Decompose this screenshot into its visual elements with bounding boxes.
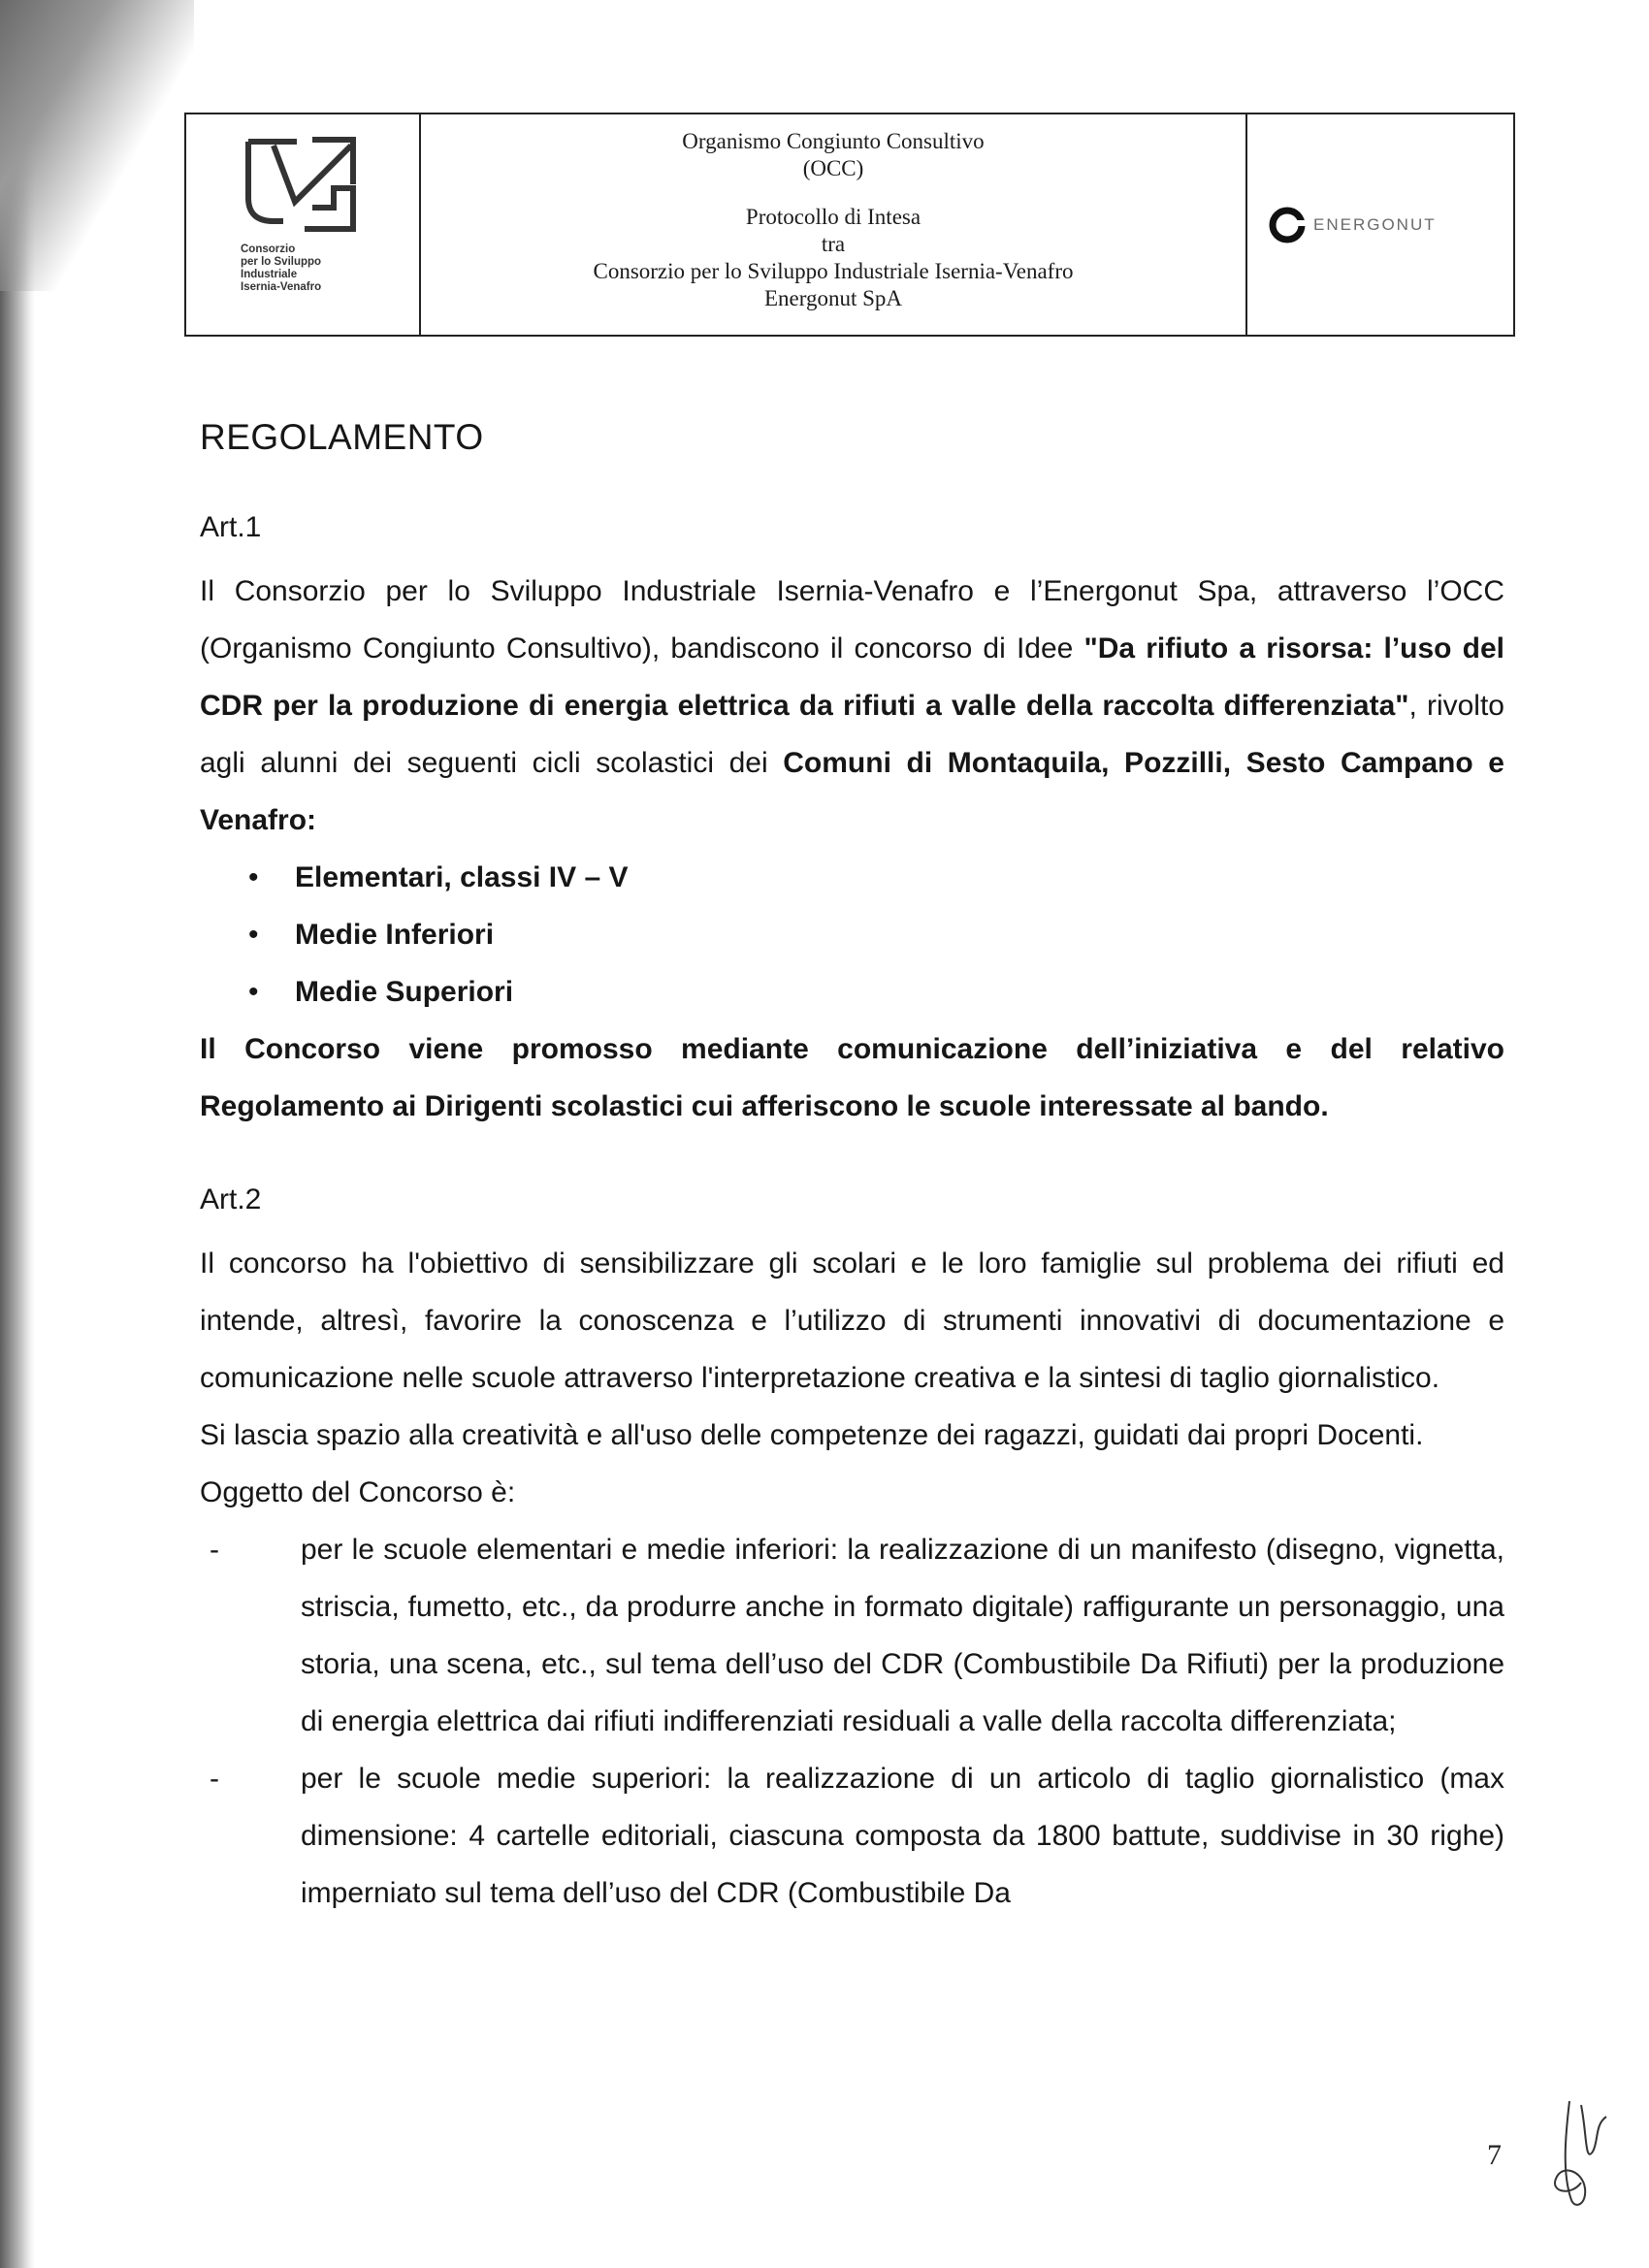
energonut-logo-icon [1267, 205, 1308, 245]
article-1-paragraph [200, 563, 1504, 849]
item-text: per le scuole medie superiori: la realizzazione di un articolo di taglio giornalistico (max dimensione: 4 cartelle editoriali, ciascuna composta da 1800 battute, suddivise in 30 righe) imperniato sul tema dell’uso del CDR (Combustibile Da [301, 1763, 1504, 1909]
article-2-paragraph-3: Oggetto del Concorso è: [200, 1476, 516, 1508]
bullet-text: Elementari, classi IV – V [295, 861, 629, 893]
article-2-paragraph-1: Il concorso ha l'obiettivo di sensibilizzare gli scolari e le loro famiglie sul problema dei rifiuti ed intende, altresì, favorire la conoscenza e l’utilizzo di strumenti innovativi di documentazione e comunicazione nelle scuole attraverso l'interpretazione creativa e la sintesi di taglio giornalistico. [200, 1247, 1504, 1394]
bullet-icon: • [248, 919, 259, 951]
document-body [200, 415, 1504, 1922]
list-item [200, 849, 1504, 906]
bullet-icon: • [248, 976, 259, 1008]
energonut-logo-cell [1247, 114, 1513, 335]
list-item [200, 906, 1504, 963]
consorzio-logo-icon [241, 128, 361, 237]
bullet-icon: • [248, 861, 259, 893]
document-title: REGOLAMENTO [200, 417, 484, 457]
consorzio-line-2: per lo Sviluppo [241, 256, 322, 268]
scan-edge-shadow [0, 0, 35, 2268]
dash-icon: - [210, 1763, 219, 1795]
header-table [184, 113, 1515, 337]
energonut-logo-text: ENERGONUT [1313, 214, 1437, 234]
header-tra: tra [821, 232, 846, 256]
art1-text-c: , rivolto agli alunni dei seguenti cicli scolastici dei [200, 690, 1504, 779]
bullet-text: Medie Superiori [295, 976, 514, 1008]
consorzio-line-1: Consorzio [241, 243, 296, 255]
header-consorzio: Consorzio per lo Sviluppo Industriale Isernia-Venafro [593, 259, 1074, 283]
consorzio-line-4: Isernia-Venafro [241, 281, 322, 293]
signature-icon [1542, 2095, 1610, 2212]
list-item [200, 1521, 1504, 1750]
article-1-promotion [200, 1021, 1504, 1135]
header-protocollo: Protocollo di Intesa [745, 205, 922, 229]
dash-icon: - [210, 1534, 219, 1566]
municipalities: Comuni di Montaquila, Pozzilli, Sesto Campano e Venafro: [200, 747, 1504, 836]
art1-text-a: Il Consorzio per lo Sviluppo Industriale Isernia-Venafro e l’Energonut Spa, attraverso l’OCC (Organismo Congiunto Consultivo), bandiscono il concorso di Idee [200, 575, 1504, 664]
header-energonut: Energonut SpA [763, 286, 903, 310]
consorzio-line-3: Industriale [241, 269, 298, 280]
protocol-title-cell [421, 114, 1247, 335]
school-cycles-list [200, 849, 1504, 1021]
item-text: per le scuole elementari e medie inferiori: la realizzazione di un manifesto (disegno, vignetta, striscia, fumetto, etc., da produrre anche in formato digitale) raffigurante un personaggio, una storia, una scena, etc., sul tema dell’uso del CDR (Combustibile Da Rifiuti) per la produzione di energia elettrica dai rifiuti indifferenziati residuali a valle della raccolta differenziata; [301, 1534, 1504, 1737]
consorzio-logo-text [241, 243, 419, 294]
contest-title: "Da rifiuto a risorsa: l’uso del CDR per la produzione di energia elettrica da rifiuti a valle della raccolta differenziata" [200, 632, 1505, 722]
header-occ: (OCC) [802, 156, 864, 180]
article-1-heading: Art.1 [200, 511, 262, 543]
list-item [200, 963, 1504, 1021]
page-number: 7 [1487, 2139, 1502, 2171]
header-organismo: Organismo Congiunto Consultivo [682, 129, 985, 153]
list-item [200, 1750, 1504, 1922]
consorzio-logo-cell [186, 114, 421, 335]
article-2-heading: Art.2 [200, 1183, 262, 1215]
scan-corner-shadow [0, 0, 194, 291]
article-2-paragraph-2: Si lascia spazio alla creatività e all'uso delle competenze dei ragazzi, guidati dai propri Docenti. [200, 1419, 1424, 1451]
contest-object-list [200, 1521, 1504, 1922]
promotion-text: Il Concorso viene promosso mediante comunicazione dell’iniziativa e del relativo Regolamento ai Dirigenti scolastici cui afferiscono le scuole interessate al bando. [200, 1033, 1504, 1122]
bullet-text: Medie Inferiori [295, 919, 495, 951]
